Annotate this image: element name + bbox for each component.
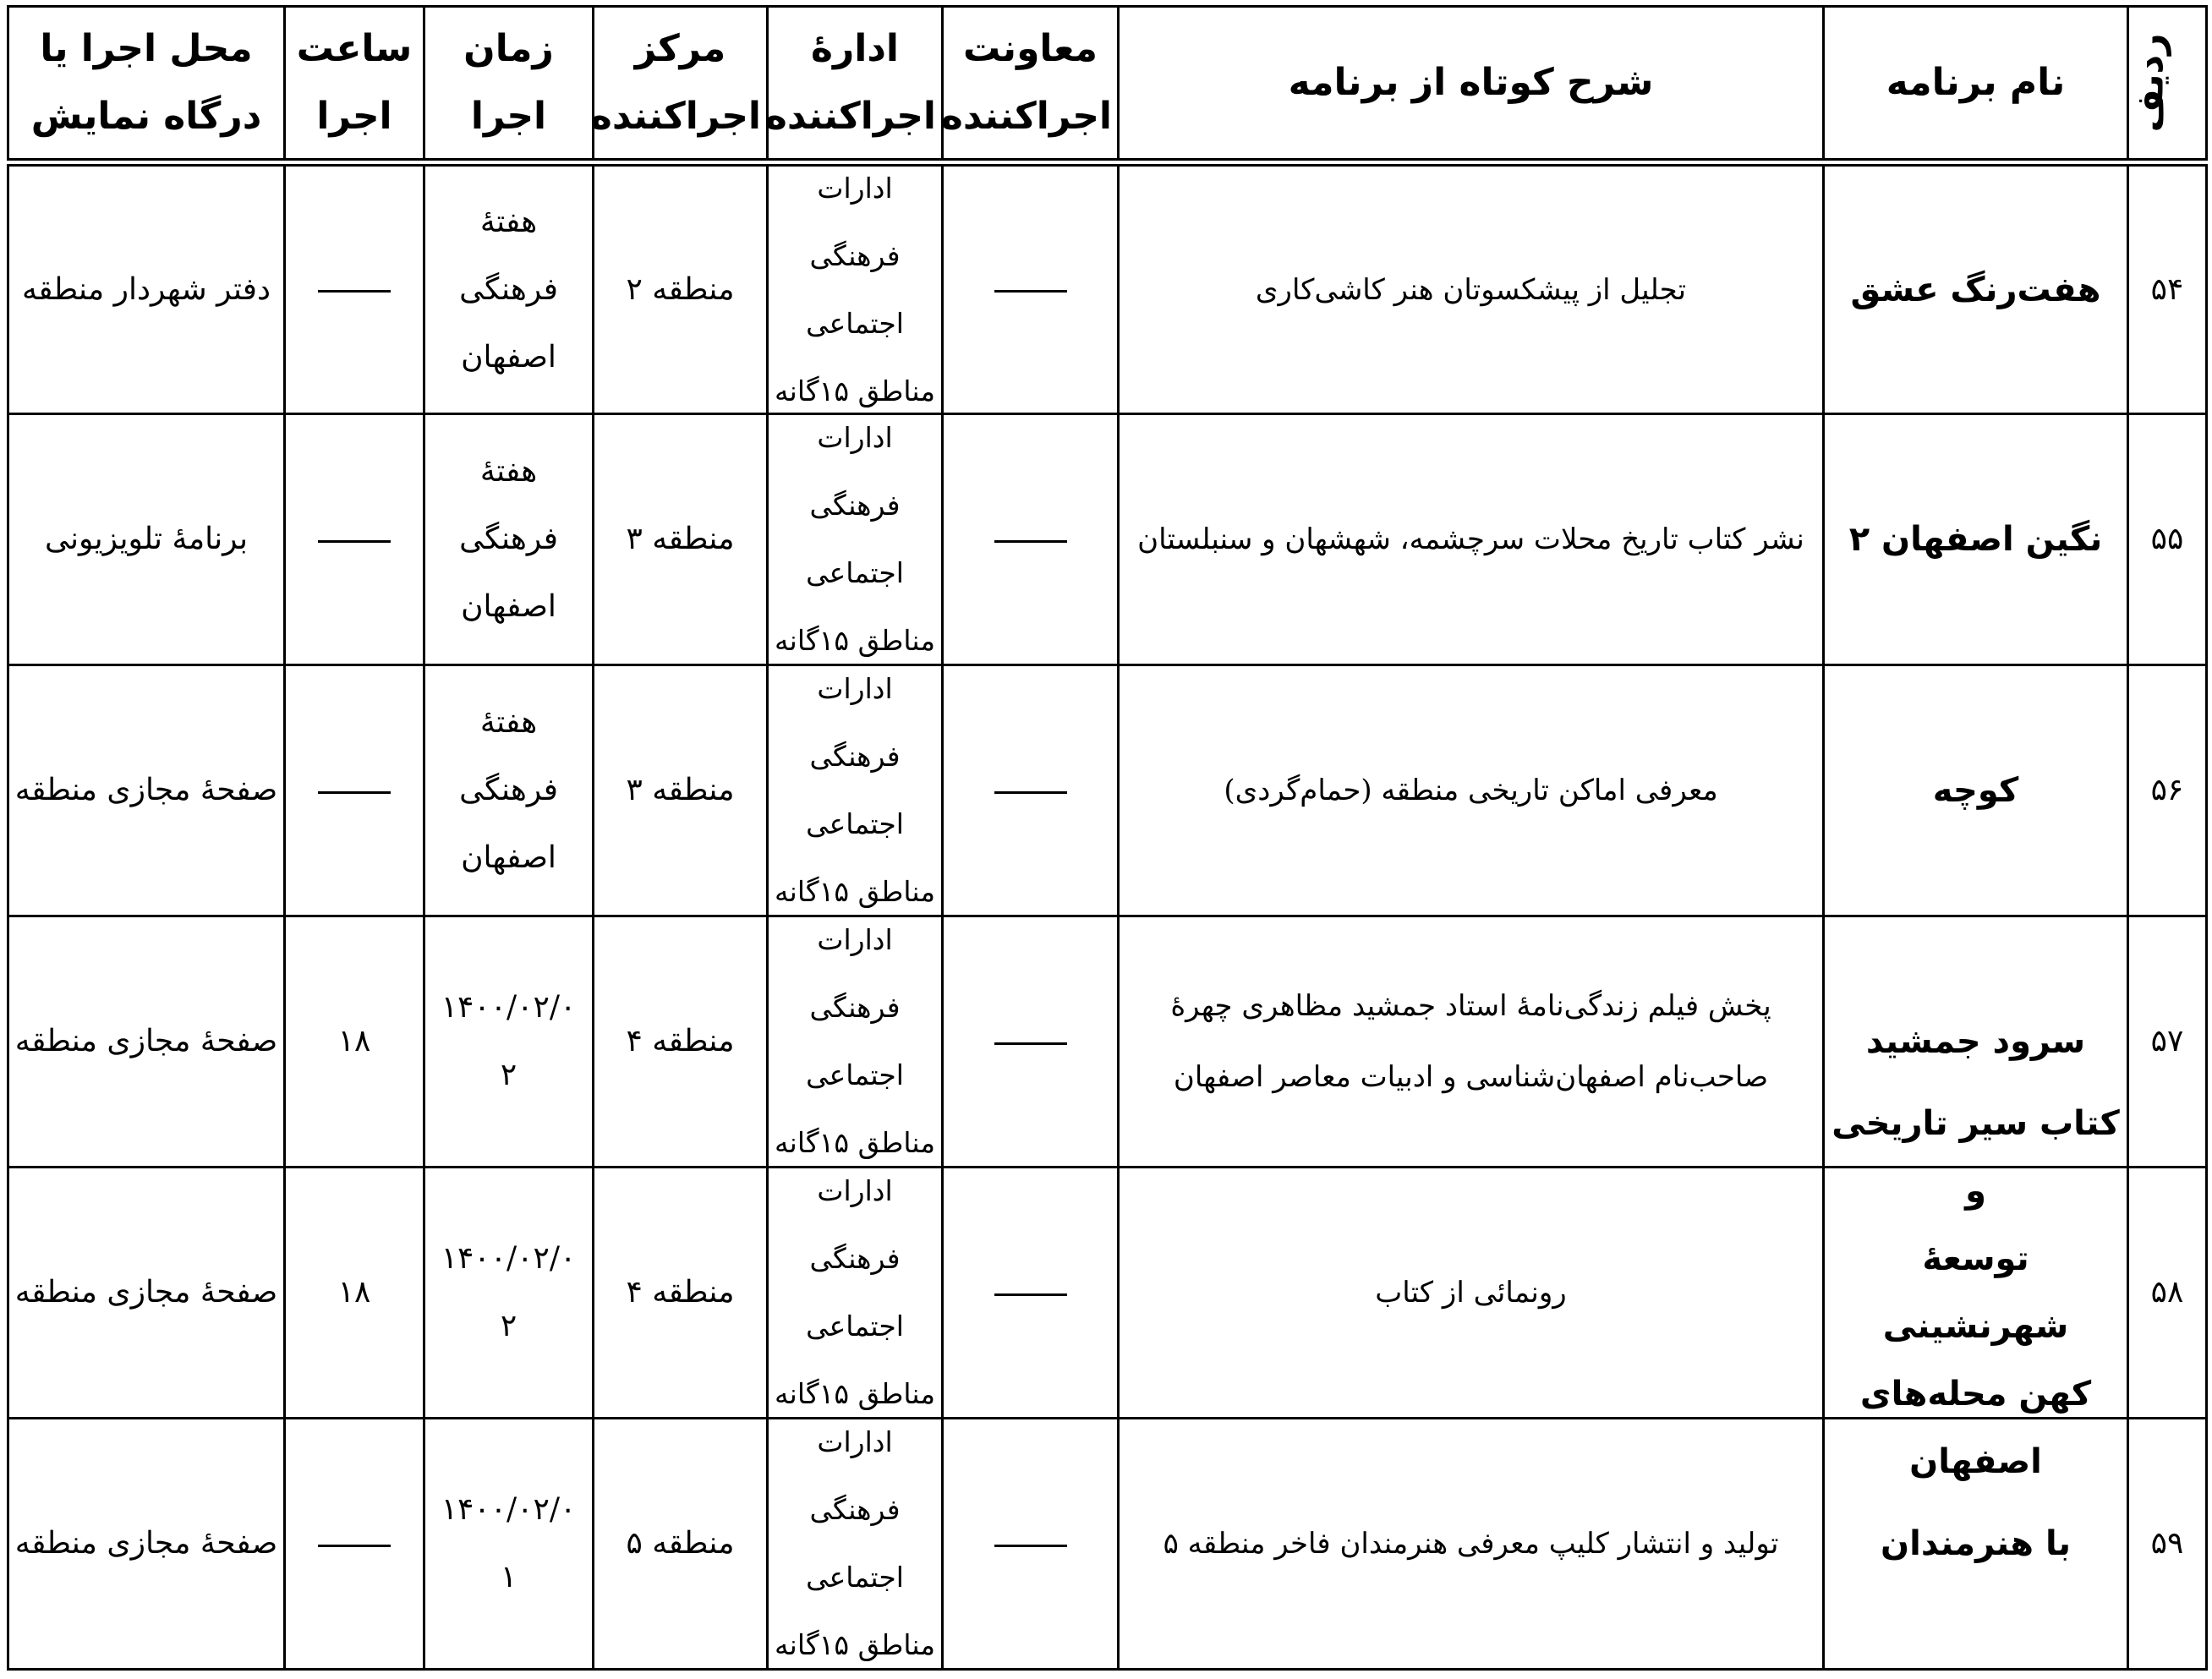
date-line: ۱۴۰۰/۰۲/۰ (441, 990, 577, 1025)
office-line: ادارات (817, 1174, 893, 1207)
table-row (8, 1168, 2207, 1419)
office-line: فرهنگی (809, 1242, 901, 1275)
hour-cell (285, 665, 424, 916)
program-description (1119, 1168, 1824, 1419)
office-cell (768, 665, 943, 916)
header-center-line1: مرکز (634, 27, 726, 70)
date-cell (424, 1168, 594, 1419)
date-cell (424, 1419, 594, 1670)
empty-dash (318, 540, 391, 543)
program-name-line: اصفهان (1909, 1442, 2042, 1481)
header-date: زمان اجرا (424, 7, 594, 163)
description-line: نشر کتاب تاریخ محلات سرچشمه، شهشهان و سنبلستان (1137, 522, 1804, 556)
program-description (1119, 162, 1824, 414)
venue-cell: برنامهٔ تلویزیونی (8, 414, 285, 665)
header-hour-line2: اجرا (316, 95, 392, 138)
office-line: ادارات (817, 923, 893, 956)
program-name: با هنرمندان (1824, 1419, 2128, 1670)
date-cell (424, 162, 594, 414)
deputy-cell (943, 1419, 1119, 1670)
office-line: فرهنگی (809, 238, 901, 272)
deputy-cell (943, 1168, 1119, 1419)
program-table (7, 5, 2208, 1671)
office-line: مناطق ۱۵گانه (774, 1377, 936, 1410)
header-deputy-line1: معاونت (962, 27, 1098, 70)
date-cell (424, 665, 594, 916)
row-number: ۵۷ (2128, 916, 2207, 1168)
header-hour-line1: ساعت (296, 27, 413, 70)
date-line: هفتهٔ (479, 204, 538, 239)
office-line: ادارات (817, 171, 893, 205)
center-cell: منطقه ۴ (594, 1168, 768, 1419)
empty-dash (318, 1545, 391, 1547)
header-center-line2: اجراکننده (589, 95, 761, 138)
row-number: ۵۶ (2128, 665, 2207, 916)
date-line: اصفهان (461, 339, 556, 375)
program-name: هفت‌رنگ عشق (1824, 162, 2128, 414)
office-cell (768, 162, 943, 414)
date-line: ۲ (500, 1309, 517, 1343)
description-line: معرفی اماکن تاریخی منطقه (حمام‌گردی) (1224, 774, 1718, 807)
date-line: اصفهان (461, 589, 556, 624)
header-venue-line1: محل اجرا یا (40, 27, 253, 70)
office-line: اجتماعی (806, 807, 904, 840)
center-cell: منطقه ۳ (594, 414, 768, 665)
center-cell: منطقه ۵ (594, 1419, 768, 1670)
office-line: فرهنگی (809, 991, 901, 1024)
date-line: فرهنگی (459, 522, 558, 556)
venue-cell: صفحهٔ مجازی منطقه (8, 1419, 285, 1670)
description-line: پخش فیلم زندگی‌نامهٔ استاد جمشید مظاهری چهرهٔ (1170, 989, 1771, 1023)
program-description (1119, 916, 1824, 1168)
program-name: کوچه (1824, 665, 2128, 916)
empty-dash (994, 791, 1067, 794)
hour-cell: ۱۸ (285, 1168, 424, 1419)
center-cell: منطقه ۳ (594, 665, 768, 916)
office-line: اجتماعی (806, 1561, 904, 1594)
row-number: ۵۹ (2128, 1419, 2207, 1670)
deputy-cell (943, 665, 1119, 916)
header-venue (8, 7, 285, 163)
hour-cell (285, 162, 424, 414)
venue-cell: صفحهٔ مجازی منطقه (8, 1168, 285, 1419)
office-cell (768, 1168, 943, 1419)
office-line: ادارات (817, 421, 893, 454)
header-deputy (940, 7, 1119, 163)
table-row (8, 162, 2207, 414)
office-line: فرهنگی (809, 489, 901, 522)
deputy-cell (943, 414, 1119, 665)
venue-cell: صفحهٔ مجازی منطقه (8, 665, 285, 916)
header-row-number (2128, 7, 2207, 163)
header-description: شرح کوتاه از برنامه (1119, 7, 1824, 163)
table-row (8, 1419, 2207, 1670)
office-line: فرهنگی (809, 1493, 901, 1526)
office-line: مناطق ۱۵گانه (774, 875, 936, 908)
program-description (1119, 1419, 1824, 1670)
date-cell (424, 414, 594, 665)
venue-cell: صفحهٔ مجازی منطقه (8, 916, 285, 1168)
row-number: ۵۵ (2128, 414, 2207, 665)
header-hour (285, 7, 424, 163)
office-line: فرهنگی (809, 740, 901, 773)
date-line: اصفهان (461, 840, 556, 875)
empty-dash (318, 290, 391, 293)
date-line: هفتهٔ (479, 705, 538, 740)
date-line: ۱۴۰۰/۰۲/۰ (441, 1492, 577, 1527)
header-deputy-line2: اجراکننده (940, 95, 1112, 138)
date-line: فرهنگی (459, 773, 558, 807)
empty-dash (994, 1545, 1067, 1547)
office-line: اجتماعی (806, 306, 904, 340)
description-line: تولید و انتشار کلیپ معرفی هنرمندان فاخر منطقه ۵ (1163, 1527, 1779, 1561)
program-name: سرود جمشید (1824, 916, 2128, 1168)
venue-cell: دفتر شهردار منطقه (8, 162, 285, 414)
date-line: فرهنگی (459, 271, 558, 307)
date-line: ۲ (500, 1058, 517, 1092)
description-line: تجلیل از پیشکسوتان هنر کاشی‌کاری (1255, 272, 1687, 307)
header-row (8, 7, 2207, 163)
table-row (8, 665, 2207, 916)
row-number: ۵۴ (2128, 162, 2207, 414)
office-line: مناطق ۱۵گانه (774, 1628, 936, 1661)
header-office (764, 7, 943, 163)
program-description (1119, 414, 1824, 665)
table-row (8, 414, 2207, 665)
office-line: ادارات (817, 1425, 893, 1458)
empty-dash (994, 1293, 1067, 1296)
header-office-line2: اجراکننده (764, 95, 936, 138)
office-cell (768, 916, 943, 1168)
hour-cell (285, 414, 424, 665)
office-line: ادارات (817, 672, 893, 705)
empty-dash (318, 791, 391, 794)
center-cell: منطقه ۲ (594, 162, 768, 414)
hour-cell: ۱۸ (285, 916, 424, 1168)
office-line: اجتماعی (806, 1310, 904, 1343)
office-line: اجتماعی (806, 556, 904, 589)
deputy-cell (943, 916, 1119, 1168)
program-name: نگین اصفهان ۲ (1824, 414, 2128, 665)
office-line: مناطق ۱۵گانه (774, 374, 936, 407)
empty-dash (994, 540, 1067, 543)
office-line: مناطق ۱۵گانه (774, 624, 936, 657)
header-program-name: نام برنامه (1824, 7, 2128, 163)
program-name (1824, 1104, 2128, 1481)
date-line: هفتهٔ (479, 454, 538, 489)
header-office-line1: ادارهٔ (810, 27, 900, 70)
program-name-line: کهن محله‌های (1859, 1375, 2092, 1414)
row-number: ۵۸ (2128, 1168, 2207, 1419)
office-line: اجتماعی (806, 1058, 904, 1091)
header-center (589, 7, 768, 163)
description-line: صاحب‌نام اصفهان‌شناسی و ادبیات معاصر اصفهان (1173, 1060, 1769, 1094)
date-line: ۱۴۰۰/۰۲/۰ (441, 1241, 577, 1276)
header-row-number-label: ردیف (2128, 33, 2172, 133)
center-cell: منطقه ۴ (594, 916, 768, 1168)
date-line: ۱ (500, 1560, 517, 1594)
hour-cell (285, 1419, 424, 1670)
office-line: مناطق ۱۵گانه (774, 1126, 936, 1159)
description-line: رونمائی از کتاب (1375, 1276, 1567, 1310)
header-venue-line2: درگاه نمایش (30, 95, 262, 138)
office-cell (768, 1419, 943, 1670)
program-name-line: توسعهٔ شهرنشینی (1882, 1239, 2069, 1346)
deputy-cell (943, 162, 1119, 414)
program-description (1119, 665, 1824, 916)
empty-dash (994, 290, 1067, 293)
program-name-line: کتاب سیر تاریخی و (1831, 1104, 2120, 1211)
empty-dash (994, 1042, 1067, 1045)
office-cell (768, 414, 943, 665)
date-cell (424, 916, 594, 1168)
